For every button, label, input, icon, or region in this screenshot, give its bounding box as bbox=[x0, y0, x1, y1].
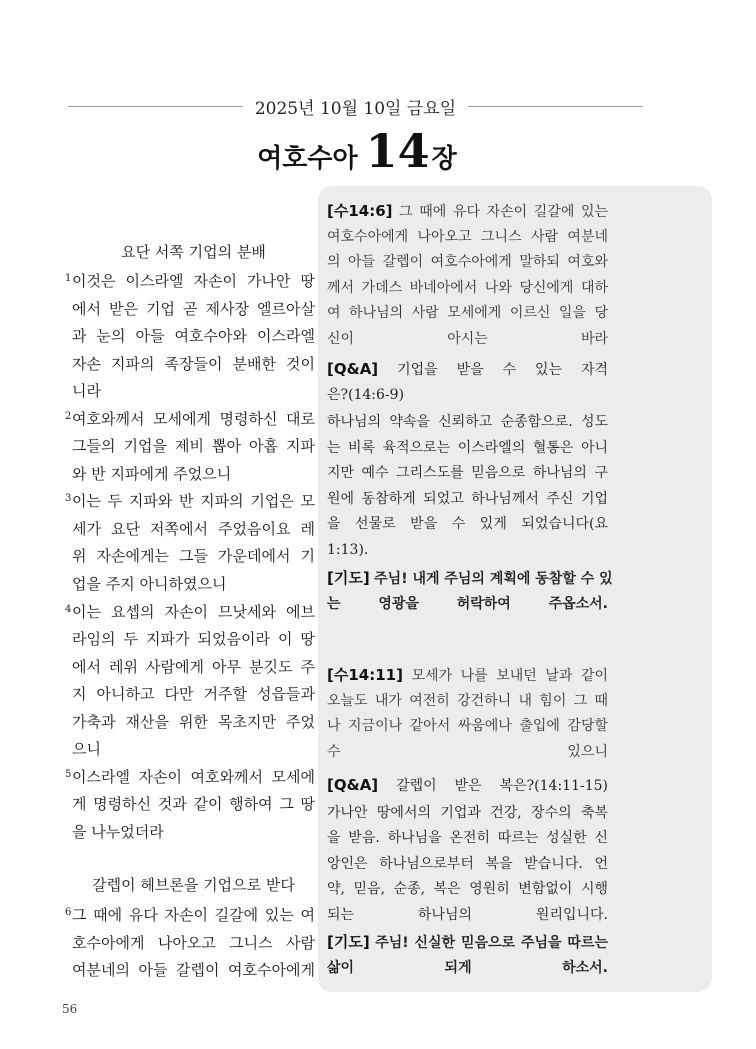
prayer-line: 삶이 되게 하소서. bbox=[327, 959, 608, 976]
prayer-text: 주님! 내게 주님의 계획에 동참할 수 있 bbox=[374, 571, 613, 587]
verse-reference-label: [수14:6] bbox=[327, 202, 393, 220]
note-line: 나 지금이나 같아서 싸움에나 출입에 감당할 bbox=[327, 718, 608, 734]
qa-answer-line: 가나안 땅에서의 기업과 건강, 장수의 축복 bbox=[327, 804, 608, 821]
verse-line bbox=[65, 902, 315, 930]
verse-text: 이것은 이스라엘 자손이 가나안 땅 bbox=[72, 272, 315, 290]
qa-note bbox=[327, 357, 608, 563]
qa-label: [Q&A] bbox=[327, 360, 379, 378]
section-heading: 갈렙이 헤브론을 기업으로 받다 bbox=[92, 876, 295, 894]
verse-number: 6 bbox=[65, 907, 72, 918]
qa-answer-line: 는 비록 육적으로는 이스라엘의 혈통은 아니 bbox=[327, 439, 608, 456]
verse-text: 그 때에 유다 자손이 길갈에 있는 여 bbox=[72, 906, 315, 924]
verse-line: 여분네의 아들 갈렙이 여호수아에게 bbox=[72, 961, 315, 980]
verse-line: 가축과 재산을 위한 목초지만 주었 bbox=[72, 712, 315, 731]
verse-line: 에서 받은 기업 곧 제사장 엘르아살 bbox=[72, 299, 315, 318]
verse-reference-label: [수14:11] bbox=[327, 666, 403, 684]
qa-answer-line: 1:13). bbox=[327, 541, 369, 558]
note-line bbox=[327, 199, 608, 225]
qa-answer-line: 되는 하나님의 원리입니다. bbox=[327, 906, 608, 923]
verse-number: 1 bbox=[65, 273, 72, 284]
header-rule-right bbox=[468, 106, 643, 107]
header-rule-left bbox=[68, 106, 243, 107]
verse-line bbox=[65, 599, 315, 627]
verse-line: 위 자손에게는 그들 가운데에서 기 bbox=[72, 547, 315, 566]
qa-answer-line: 하나님의 약속을 신뢰하고 순종함으로. 성도 bbox=[327, 414, 608, 430]
qa-answer-line: 을 받음. 하나님을 온전히 따르는 성실한 신 bbox=[327, 830, 608, 846]
verse-note bbox=[327, 199, 608, 352]
prayer-note bbox=[327, 566, 613, 617]
prayer-label: [기도] bbox=[327, 933, 370, 951]
qa-answer-line: 앙인은 하나님으로부터 복을 받습니다. 언 bbox=[327, 855, 608, 872]
qa-question-line bbox=[327, 773, 608, 799]
verse-line: 게 명령하신 것과 같이 행하여 그 땅 bbox=[72, 795, 315, 814]
prayer-line bbox=[327, 930, 608, 956]
verse-text: 이는 요셉의 자손이 므낫세와 에브 bbox=[72, 602, 315, 621]
verse-line bbox=[65, 764, 315, 792]
verse-line bbox=[65, 488, 315, 516]
verse-line: 호수아에게 나아오고 그니스 사람 bbox=[72, 933, 315, 952]
note-line: 께서 가데스 바네아에서 나와 당신에게 대하 bbox=[327, 279, 608, 296]
date-header bbox=[68, 95, 643, 117]
verse-note bbox=[327, 663, 608, 765]
verse-line: 업을 주지 아니하였으니 bbox=[72, 575, 227, 594]
qa-question-line: 은?(14:6-9) bbox=[327, 386, 405, 403]
verse-number: 3 bbox=[65, 493, 72, 505]
verse-line bbox=[65, 268, 315, 296]
prayer-note bbox=[327, 930, 608, 981]
book-name: 여호수아 bbox=[257, 144, 358, 174]
chapter-title bbox=[60, 124, 654, 178]
date-text: 2025년 10월 10일 금요일 bbox=[254, 98, 457, 119]
chapter-number: 14 bbox=[365, 124, 430, 178]
verse-line: 을 나누었더라 bbox=[72, 822, 164, 841]
note-line: 의 아들 갈렙이 여호수아에게 말하되 여호와 bbox=[327, 254, 608, 270]
note-text: 모세가 나를 보내던 날과 같이 bbox=[411, 668, 609, 684]
verse-text: 이는 두 지파와 반 지파의 기업은 모 bbox=[72, 492, 315, 511]
verse-number: 5 bbox=[65, 768, 72, 780]
verse-text: 이스라엘 자손이 여호와께서 모세에 bbox=[72, 767, 315, 786]
note-line: 오늘도 내가 여전히 강건하니 내 힘이 그 때 bbox=[327, 692, 608, 709]
verse-line: 라임의 두 지파가 되었음이라 이 땅 bbox=[72, 630, 315, 649]
verse-number: 4 bbox=[65, 603, 72, 615]
qa-question-line bbox=[327, 357, 608, 383]
section-heading: 요단 서쪽 기업의 분배 bbox=[121, 243, 266, 261]
prayer-label: [기도] bbox=[327, 569, 370, 587]
page-number: 56 bbox=[62, 1002, 78, 1016]
note-line bbox=[327, 663, 608, 689]
qa-label: [Q&A] bbox=[327, 776, 379, 794]
note-line: 신이 아시는 바라 bbox=[327, 330, 608, 347]
verse-line: 지 아니하고 다만 거주할 성읍들과 bbox=[72, 685, 315, 704]
verse-line: 자손 지파의 족장들이 분배한 것이 bbox=[72, 354, 315, 373]
qa-answer-line: 을 선물로 받을 수 있게 되었습니다(요 bbox=[327, 516, 608, 532]
prayer-line: 는 영광을 허락하여 주옵소서. bbox=[327, 595, 608, 612]
prayer-line bbox=[327, 566, 613, 592]
verse-line: 세가 요단 저쪽에서 주었음이요 레 bbox=[72, 519, 315, 538]
qa-answer-line: 약, 믿음, 순종, 복은 영원히 변함없이 시행 bbox=[327, 881, 608, 897]
chapter-suffix: 장 bbox=[431, 144, 457, 174]
qa-note bbox=[327, 773, 608, 928]
verse-line: 으니 bbox=[72, 740, 101, 759]
prayer-text: 주님! 신실한 믿음으로 주님을 따르는 bbox=[375, 935, 609, 951]
verse-line: 니라 bbox=[72, 382, 101, 401]
note-line: 여호수아에게 나아오고 그니스 사람 여분네 bbox=[327, 228, 608, 245]
verse-number: 2 bbox=[65, 410, 72, 422]
note-line: 수 있으니 bbox=[327, 743, 608, 760]
scripture-column bbox=[65, 902, 315, 985]
verse-line: 과 눈의 아들 여호수아와 이스라엘 bbox=[72, 327, 315, 346]
qa-answer-line: 지만 예수 그리스도를 믿음으로 하나님의 구 bbox=[327, 465, 608, 481]
verse-line: 에서 레위 사람에게 아무 분깃도 주 bbox=[72, 657, 315, 676]
qa-question: 갈렙이 받은 복은?(14:11-15) bbox=[396, 778, 608, 794]
note-text: 그 때에 유다 자손이 길갈에 있는 bbox=[399, 204, 609, 220]
qa-question: 기업을 받을 수 있는 자격 bbox=[397, 362, 608, 378]
verse-line: 그들의 기업을 제비 뽑아 아홉 지파 bbox=[72, 437, 315, 456]
note-line: 여 하나님의 사람 모세에게 이르신 일을 당 bbox=[327, 305, 608, 321]
qa-answer-line: 원에 동참하게 되었고 하나님께서 주신 기업 bbox=[327, 490, 608, 507]
verse-text: 여호와께서 모세에게 명령하신 대로 bbox=[72, 409, 315, 428]
scripture-column bbox=[65, 268, 315, 846]
verse-line bbox=[65, 406, 315, 434]
verse-line: 와 반 지파에게 주었으니 bbox=[72, 464, 232, 483]
